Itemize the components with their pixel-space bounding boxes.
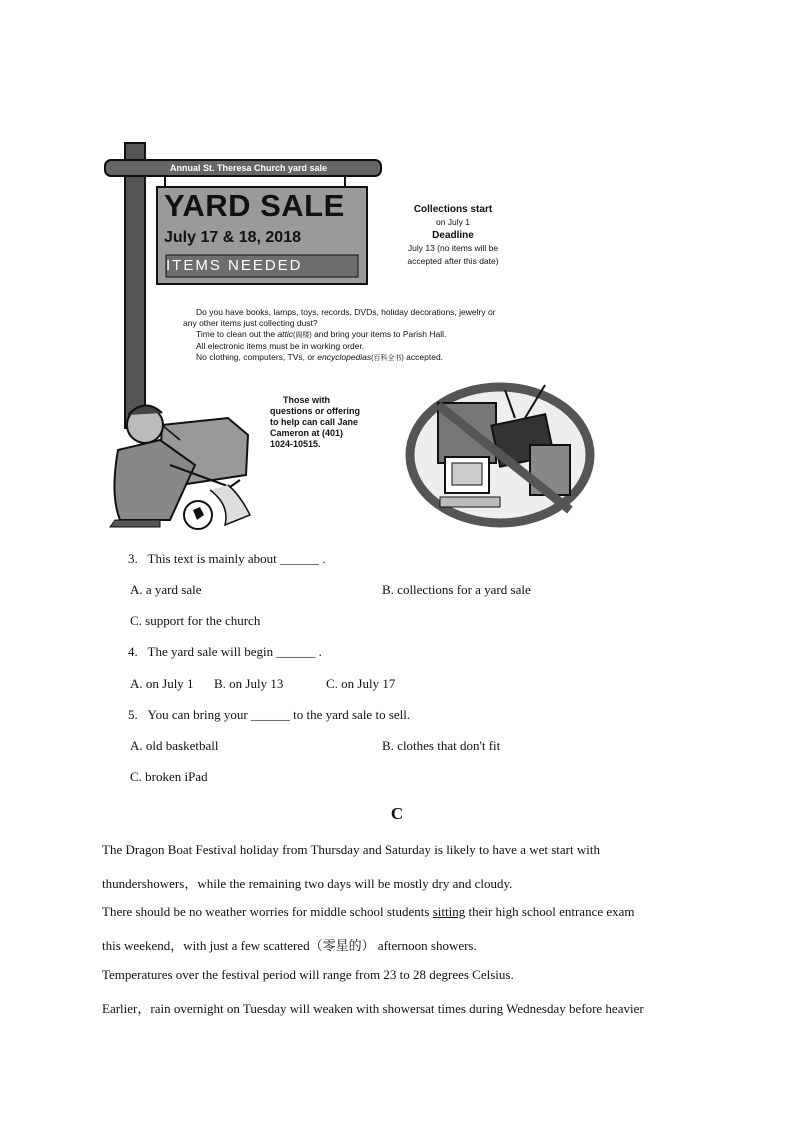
section-c-line-5: Temperatures over the festival period will range from 23 to 28 degrees Celsius. <box>102 967 514 982</box>
no-electronics-icon <box>410 385 590 523</box>
question-3-option-b[interactable]: B. collections for a yard sale <box>382 582 531 597</box>
question-5-option-b[interactable]: B. clothes that don't fit <box>382 738 501 753</box>
poster-body-line: No clothing, computers, TVs, or encyclopedias(百科全书) accepted. <box>196 352 444 362</box>
poster-body-text <box>183 307 496 364</box>
yard-sale-dates: July 17 & 18, 2018 <box>164 229 301 246</box>
collections-info <box>388 203 518 268</box>
deadline-line-2: accepted after this date) <box>407 256 499 266</box>
poster-body-line: Do you have books, lamps, toys, records, DVDs, holiday decorations, jewelry or <box>196 307 496 317</box>
yard-sale-poster <box>100 135 600 535</box>
items-needed-label: ITEMS NEEDED <box>166 257 303 274</box>
poster-body-line: any other items just collecting dust? <box>183 318 318 328</box>
question-4: 4. The yard sale will begin ______ . <box>128 644 322 659</box>
question-4-option-a[interactable]: A. on July 1 <box>130 676 194 691</box>
yard-sale-title: YARD SALE <box>164 188 345 223</box>
section-c-line-6: Earlier，rain overnight on Tuesday will weaken with showersat times during Wednesday before heavier <box>102 1001 644 1016</box>
collections-start: Collections start <box>413 204 493 215</box>
poster-body-line: All electronic items must be in working order. <box>196 341 365 351</box>
question-3-option-c[interactable]: C. support for the church <box>130 613 261 628</box>
man-carrying-box-icon <box>110 405 250 529</box>
section-c-line-4: this weekend，with just a few scattered（零星的） afternoon showers. <box>102 938 477 953</box>
question-3: 3. This text is mainly about ______ . <box>128 551 326 566</box>
section-c-line-2: thundershowers，while the remaining two days will be mostly dry and cloudy. <box>102 876 513 891</box>
question-4-option-b[interactable]: B. on July 13 <box>214 676 284 691</box>
contact-info: Those with questions or offering to help can call Jane Cameron at (401) 1024-10515. <box>270 395 360 449</box>
deadline-label: Deadline <box>432 230 474 241</box>
question-4-option-c[interactable]: C. on July 17 <box>326 676 396 691</box>
question-5: 5. You can bring your ______ to the yard sale to sell. <box>128 707 411 722</box>
poster-body-line: Time to clean out the attic(阁楼) and bring your items to Parish Hall. <box>196 329 447 339</box>
section-c-line-1: The Dragon Boat Festival holiday from Thursday and Saturday is likely to have a wet start with <box>102 842 600 857</box>
deadline-line-1: July 13 (no items will be <box>407 243 499 253</box>
question-5-option-a[interactable]: A. old basketball <box>130 738 219 753</box>
section-c-heading: C <box>390 804 404 823</box>
question-3-option-a[interactable]: A. a yard sale <box>130 582 202 597</box>
top-sign-text: Annual St. Theresa Church yard sale <box>170 163 328 173</box>
signpost <box>125 143 145 428</box>
question-5-option-c[interactable]: C. broken iPad <box>130 769 208 784</box>
underlined-word: sitting <box>432 904 466 919</box>
section-c-line-3: There should be no weather worries for middle school students sitting their high school entrance exam <box>102 904 635 919</box>
collections-date: on July 1 <box>435 217 471 227</box>
